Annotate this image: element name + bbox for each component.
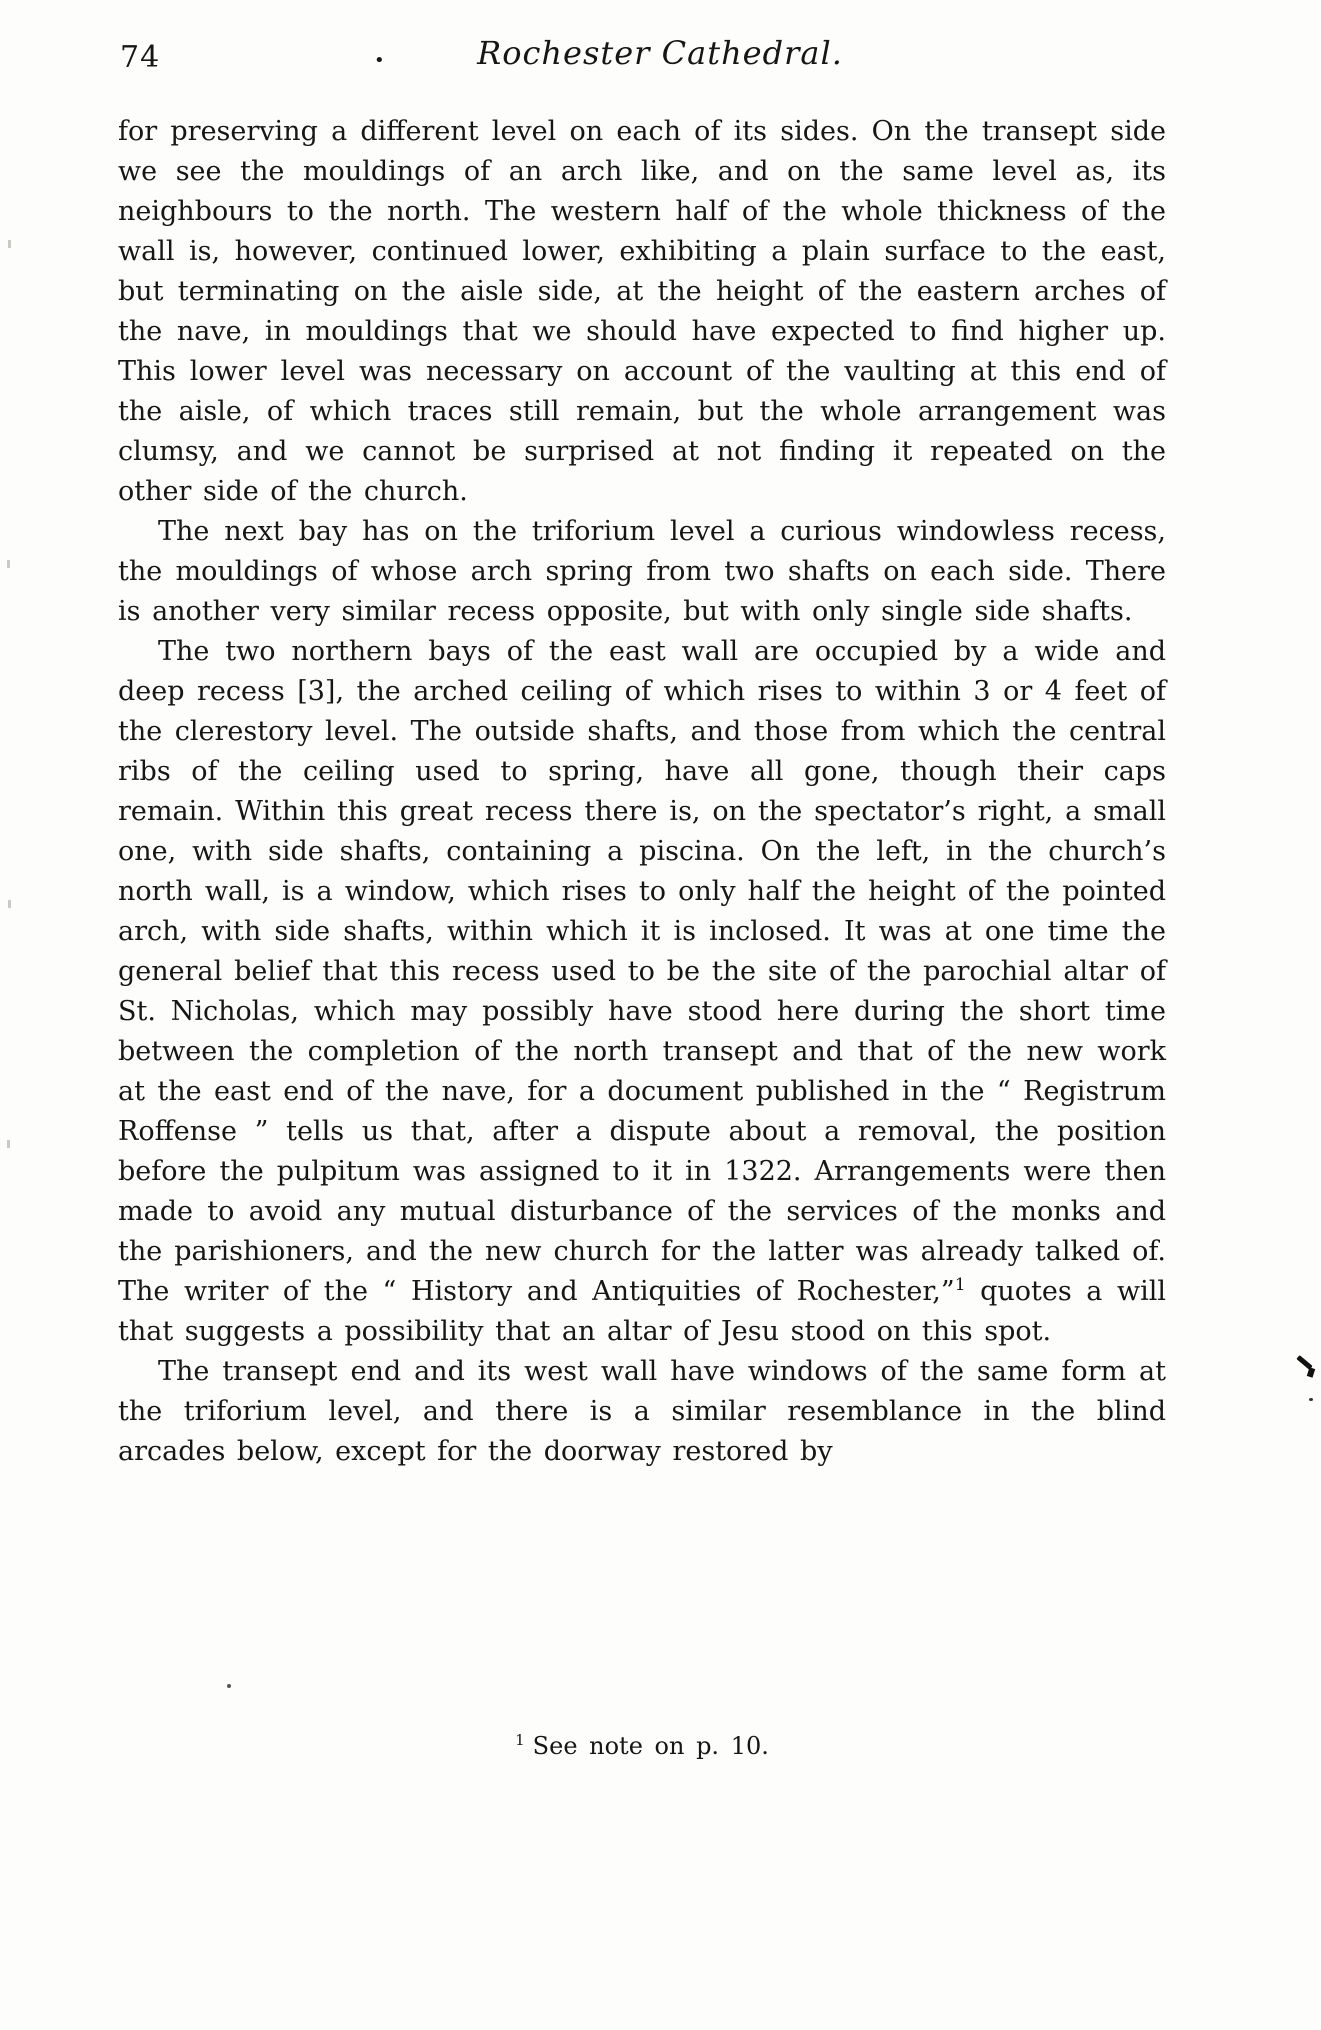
scan-edge-speck xyxy=(7,1140,10,1148)
body-text xyxy=(118,112,1166,1472)
paragraph-4: The transept end and its west wall have windows of the same form at the triforium level, and there is a similar resemblance in the blind arcades below, except for the doorway restored by xyxy=(118,1356,1166,1467)
scan-edge-speck xyxy=(8,900,11,908)
scan-edge-speck xyxy=(7,560,10,568)
paragraph-2: The next bay has on the triforium level a curious windowless recess, the mouldings of whose arch spring from two shafts on each side. There is another very similar recess opposite, but with only single side shafts. xyxy=(118,516,1166,627)
paragraph-3 xyxy=(118,632,1166,1352)
header-separator-dot: • xyxy=(374,50,385,71)
ink-stroke-tail xyxy=(1307,1367,1315,1377)
paragraph-3-text-after-reference: quotes a will that suggests a possibility that an altar of Jesu stood on this spot. xyxy=(118,1276,1166,1347)
margin-ink-mark xyxy=(1296,1356,1316,1382)
ink-speck xyxy=(227,1684,231,1688)
footnote xyxy=(118,1732,1166,1760)
footnote-marker: 1 xyxy=(515,1731,525,1749)
scan-edge-speck xyxy=(8,240,11,248)
paragraph-3-text: The two northern bays of the east wall are occupied by a wide and deep recess [3], the arched ceiling of which rises to within 3 or 4 feet of the clerestory level. The outside shafts, and those from which the central ribs of the ceiling used to spring, have all gone, though their caps remain. Within this great recess there is, on the spectator’s right, a small one, with side shafts, containing a piscina. On the left, in the church’s north wall, is a window, which rises to only half the height of the pointed arch, with side shafts, within which it is inclosed. It was at one time the general belief that this recess used to be the site of the parochial altar of St. Nicholas, which may possibly have stood here during the short time between the completion of the north transept and that of the new work at the east end of the nave, for a document published in the “ Registrum Roffense ” tells us that, after a dispute about a removal, the position before the pulpitum was assigned to it in 1322. Arrangements were then made to avoid any mutual disturbance of the services of the monks and the parishioners, and the new church for the latter was already talked of. The writer of the “ History and Antiquities of Rochester,” xyxy=(118,636,1166,1307)
footnote-text: See note on p. 10. xyxy=(532,1732,769,1760)
footnote-reference-marker: 1 xyxy=(954,1275,966,1295)
running-header-title: Rochester Cathedral. xyxy=(477,34,843,72)
paragraph-1: for preserving a different level on each of its sides. On the transept side we see the mouldings of an arch like, and on the same level as, its neighbours to the north. The western half of the whole thickness of the wall is, however, continued lower, exhibiting a plain surface to the east, but terminating on the aisle side, at the height of the eastern arches of the nave, in mouldings that we should have expected to find higher up. This lower level was necessary on account of the vaulting at this end of the aisle, of which traces still remain, but the whole arrangement was clumsy, and we cannot be surprised at not finding it repeated on the other side of the church. xyxy=(118,116,1166,507)
page-number: 74 xyxy=(120,40,161,75)
margin-ink-dot xyxy=(1309,1398,1313,1401)
